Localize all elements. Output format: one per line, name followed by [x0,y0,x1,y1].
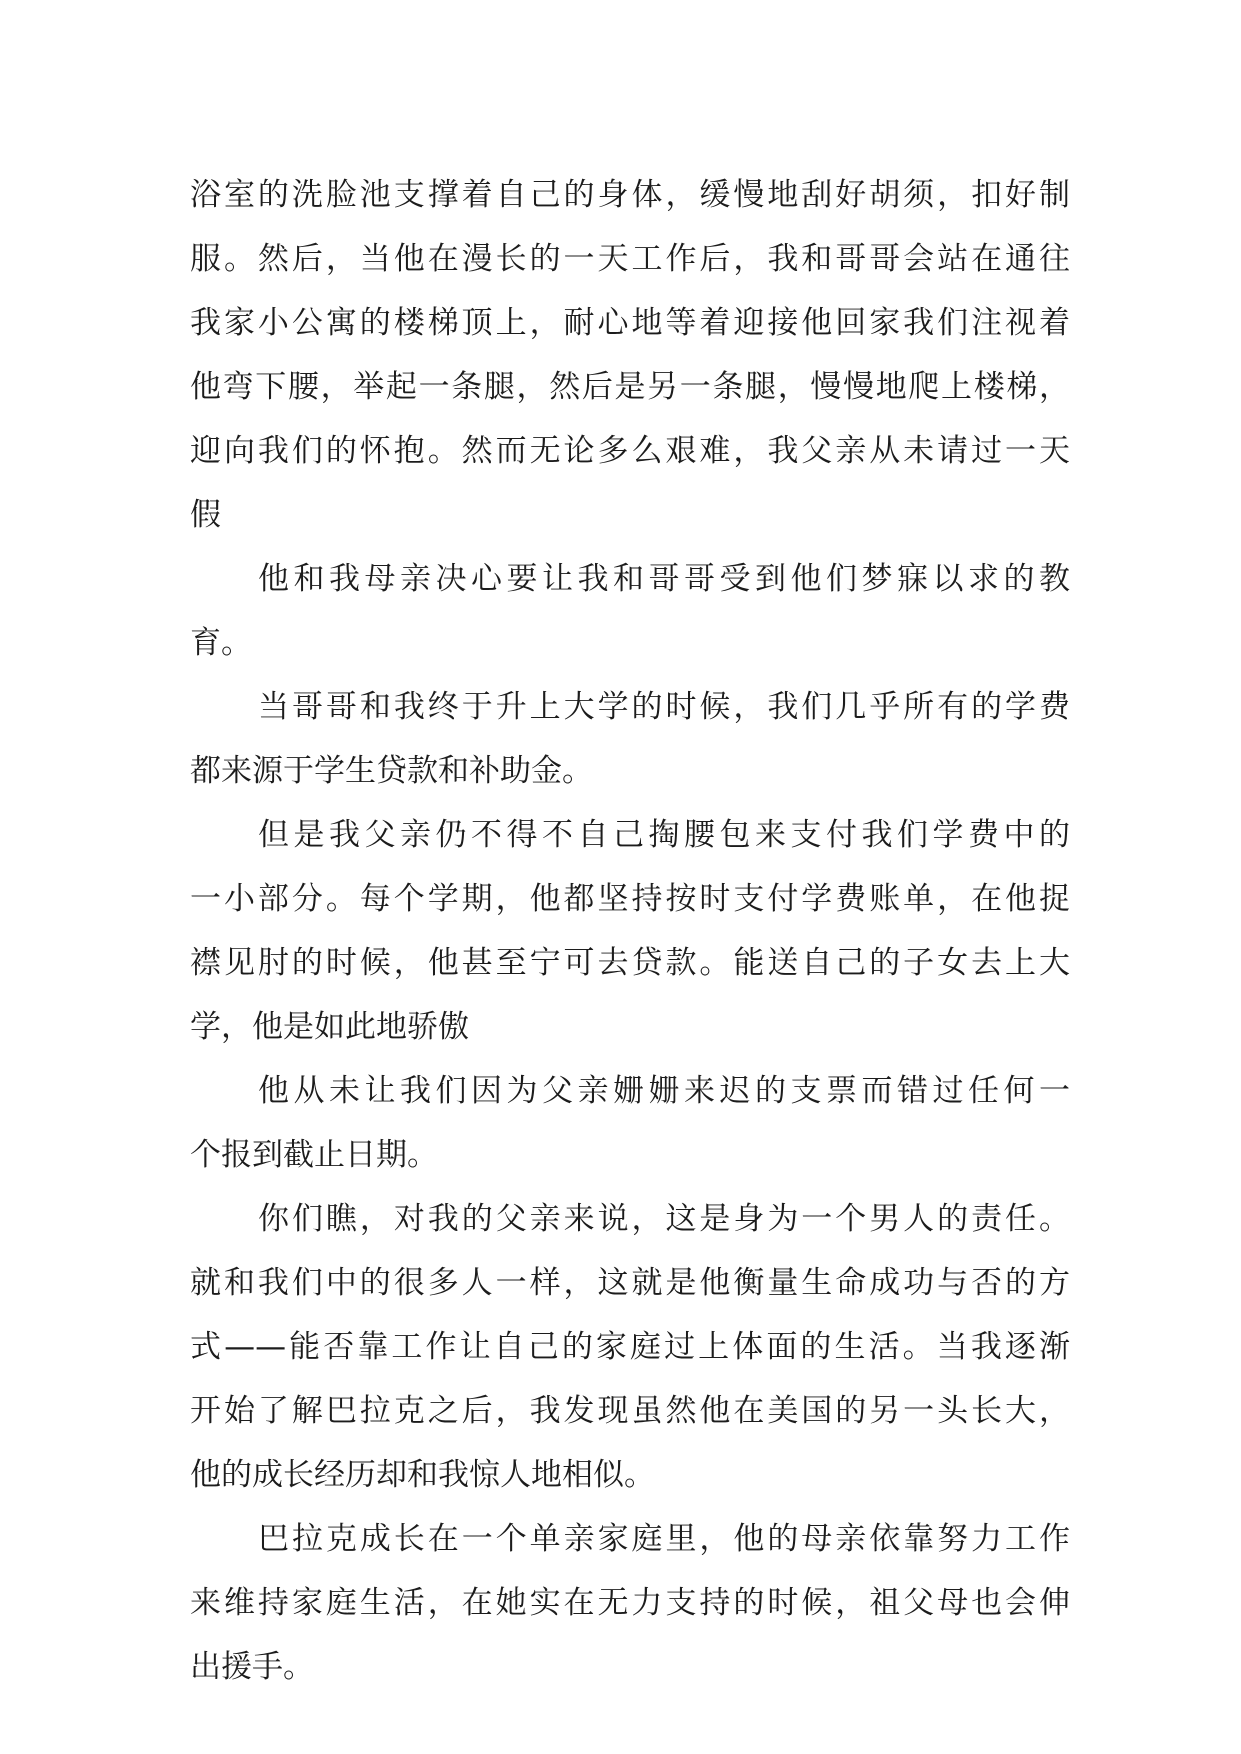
text-line: 都来源于学生贷款和补助金。 [190,753,593,789]
text-line: 浴室的洗脸池支撑着自己的身体，缓慢地刮好胡须，扣好制 [190,177,1070,213]
text-line: 开始了解巴拉克之后，我发现虽然他在美国的另一头长大， [190,1393,1070,1429]
text-line: 式——能否靠工作让自己的家庭过上体面的生活。当我逐渐 [190,1329,1070,1365]
text-line: 服。然后，当他在漫长的一天工作后，我和哥哥会站在通往 [190,241,1070,277]
text-line: 出援手。 [190,1649,314,1685]
text-line: 迎向我们的怀抱。然而无论多么艰难，我父亲从未请过一天 [190,433,1070,469]
text-line: 襟见肘的时候，他甚至宁可去贷款。能送自己的子女去上大 [190,945,1070,981]
text-line: 假 [190,497,221,533]
text-line: 他从未让我们因为父亲姗姗来迟的支票而错过任何一 [258,1073,1070,1109]
text-line: 育。 [190,625,252,661]
text-line: 当哥哥和我终于升上大学的时候，我们几乎所有的学费 [258,689,1070,725]
text-line: 他的成长经历却和我惊人地相似。 [190,1457,655,1493]
text-line: 来维持家庭生活，在她实在无力支持的时候，祖父母也会伸 [190,1585,1070,1621]
text-line: 个报到截止日期。 [190,1137,438,1173]
text-line: 一小部分。每个学期，他都坚持按时支付学费账单，在他捉 [190,881,1070,917]
text-line: 我家小公寓的楼梯顶上，耐心地等着迎接他回家我们注视着 [190,305,1070,341]
text-line: 但是我父亲仍不得不自己掏腰包来支付我们学费中的 [258,817,1070,853]
text-line: 他和我母亲决心要让我和哥哥受到他们梦寐以求的教 [258,561,1070,597]
text-line: 你们瞧，对我的父亲来说，这是身为一个男人的责任。 [258,1201,1070,1237]
text-line: 他弯下腰，举起一条腿，然后是另一条腿，慢慢地爬上楼梯， [190,369,1070,405]
text-line: 巴拉克成长在一个单亲家庭里，他的母亲依靠努力工作 [258,1521,1070,1557]
text-line: 学，他是如此地骄傲 [190,1009,469,1045]
text-line: 就和我们中的很多人一样，这就是他衡量生命成功与否的方 [190,1265,1070,1301]
document-body [190,163,1070,1699]
